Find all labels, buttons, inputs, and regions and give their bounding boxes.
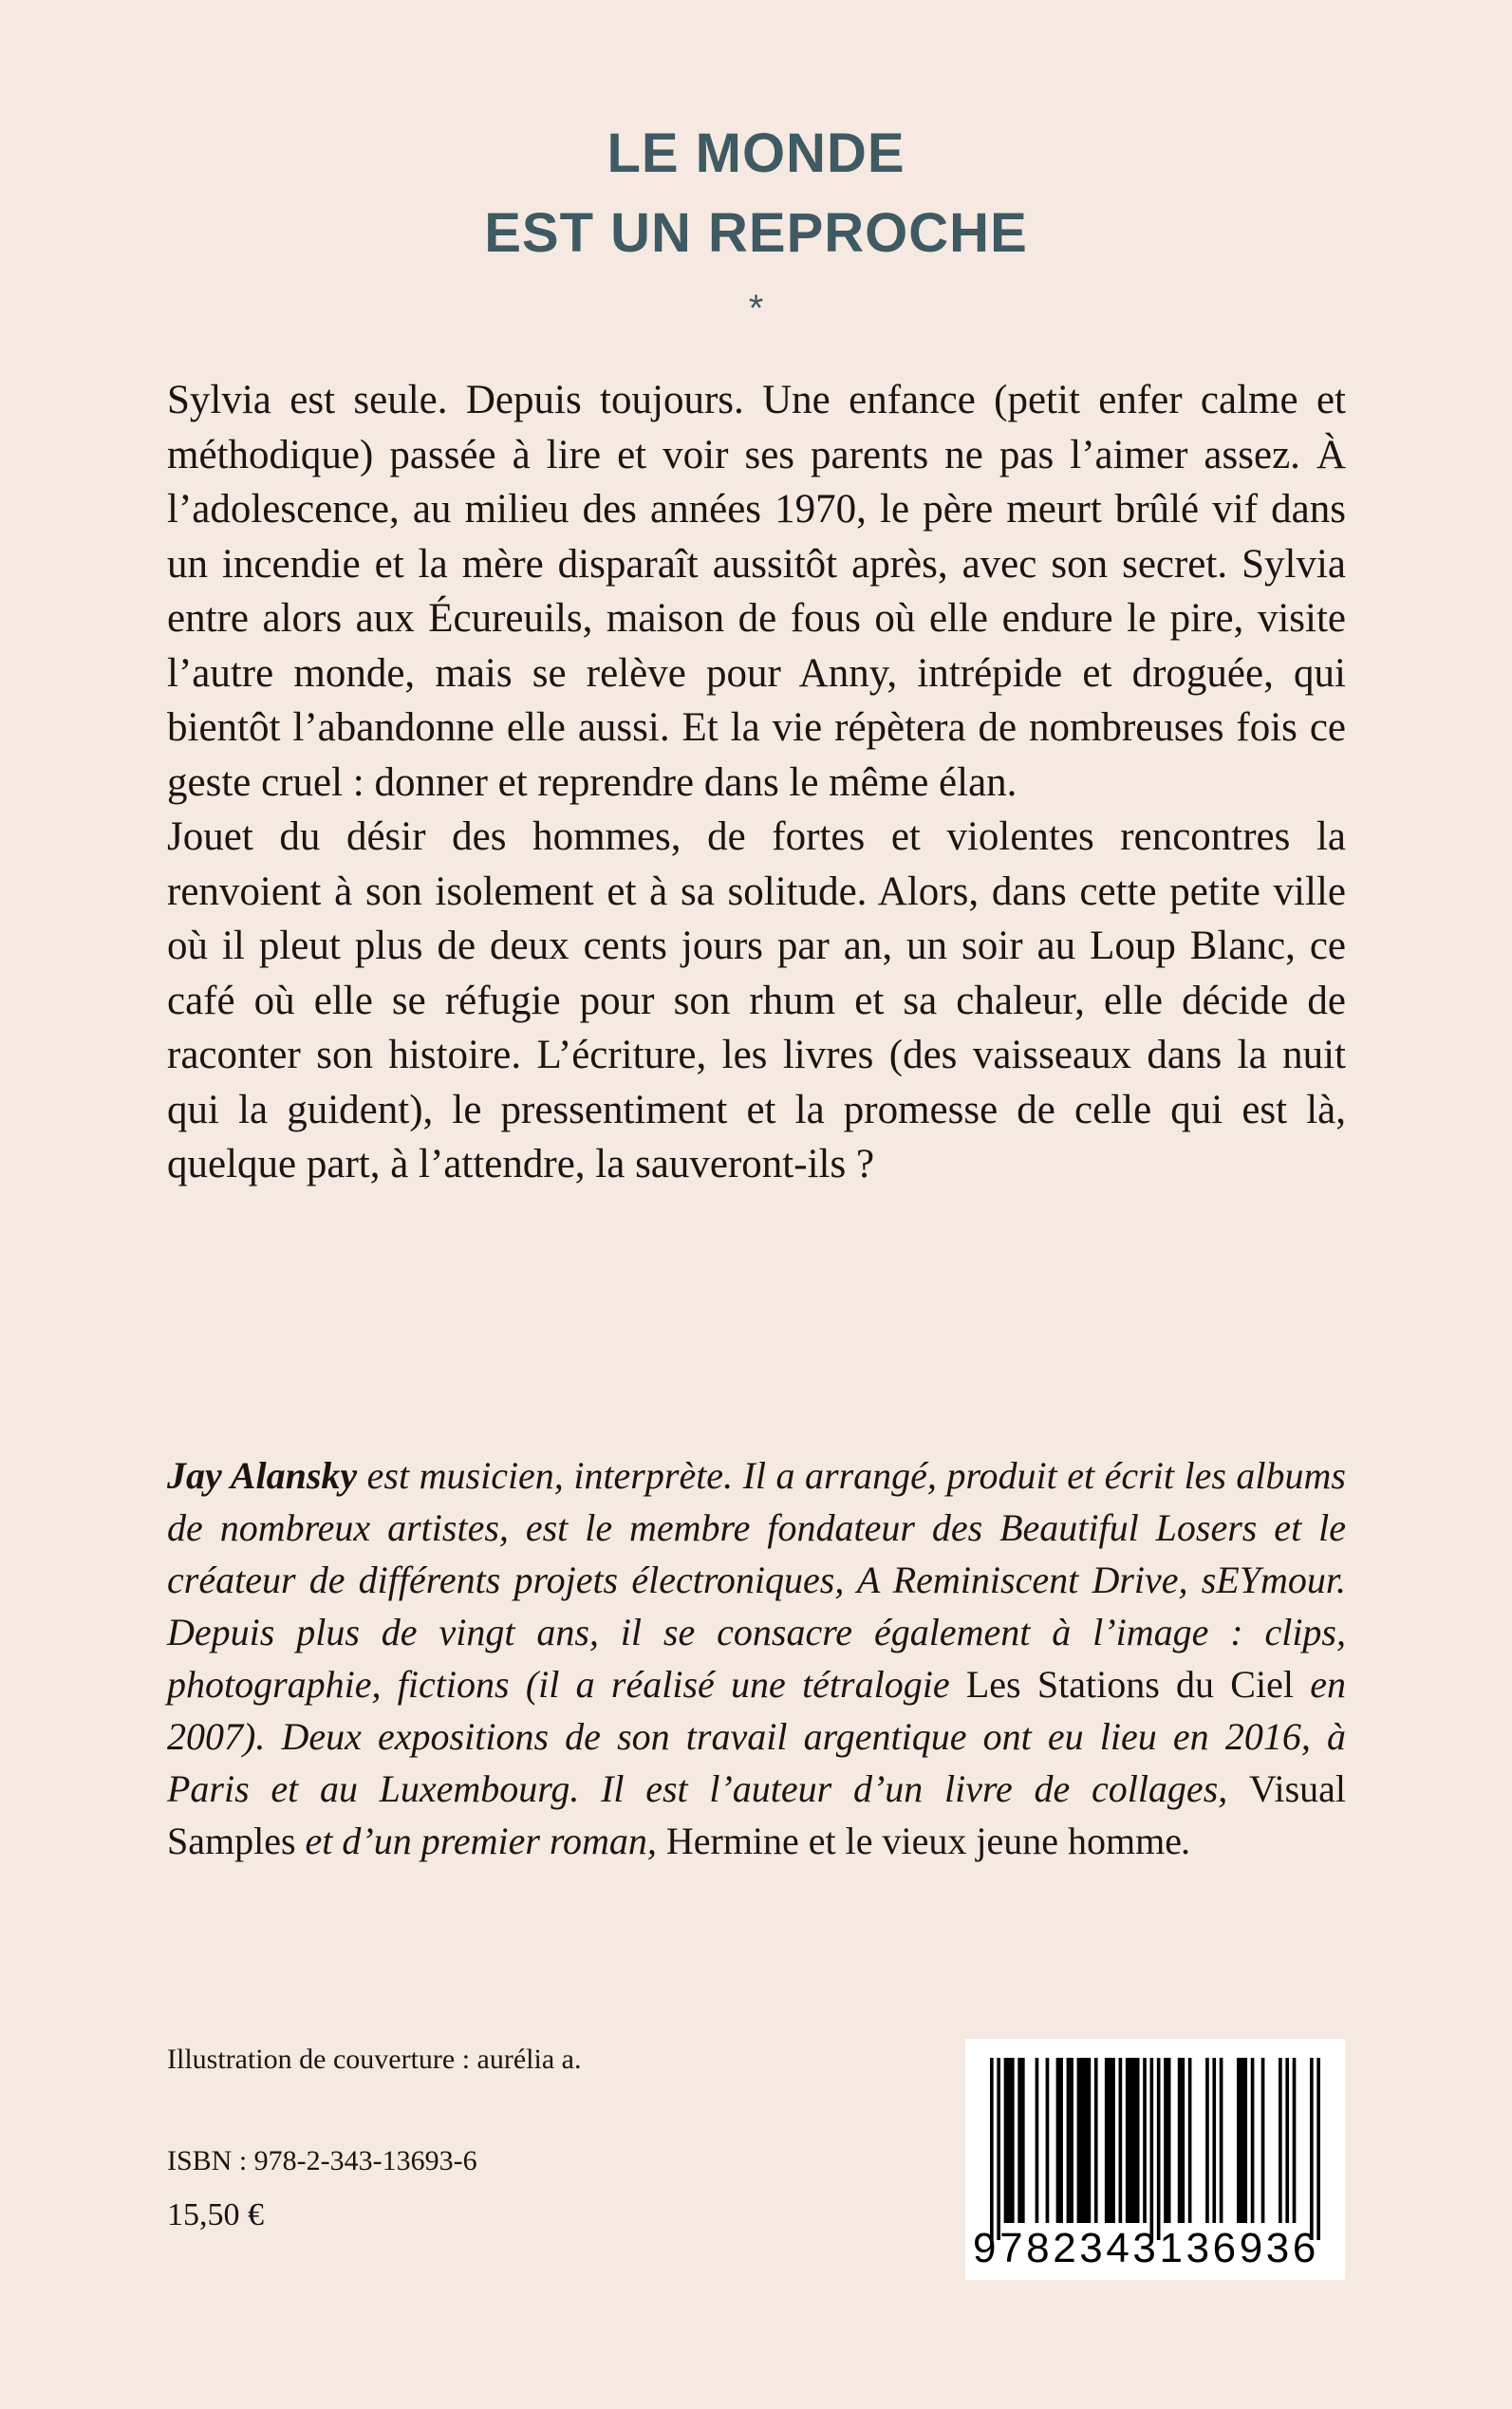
barcode-bar [1251, 2058, 1255, 2223]
barcode-bar [1188, 2058, 1192, 2223]
author-bio [167, 1449, 1346, 1867]
bio-work-3: Hermine et le vieux jeune homme [665, 1820, 1183, 1862]
title-line-1: LE MONDE [607, 122, 905, 184]
barcode-bar [1056, 2058, 1063, 2223]
bio-work-1: Les Stations du Ciel [965, 1663, 1294, 1706]
barcode-bar [1046, 2058, 1050, 2223]
bio-part-1: est musicien, interprète. Il a arrangé, produit et écrit les albums de nombreux artistes, est le membre fondateur des Beautiful Losers et le créateur de différents projets électroniques, A Reminiscent Drive, sEYmour. Depuis plus de vingt ans, il se consacre également à l’image : clips, photographie, fictions (il a réalisé une tétralogie [167, 1454, 1346, 1706]
barcode-bar [1279, 2058, 1282, 2223]
barcode-bar [1310, 2058, 1314, 2240]
isbn: ISBN : 978-2-343-13693-6 [167, 2145, 477, 2176]
barcode-digits: 9782343136936 [973, 2225, 1319, 2271]
barcode-bar [1261, 2058, 1265, 2223]
barcode-bar [1094, 2058, 1098, 2223]
barcode-bar [1220, 2058, 1223, 2223]
barcode-bar [1067, 2058, 1073, 2223]
bio-part-2: en 2007). Deux expositions de son travail argentique ont eu lieu en 2016, à Paris et au Luxembourg. Il est l’auteur d’un livre de collages, [167, 1663, 1346, 1810]
barcode-bar [1316, 2058, 1320, 2240]
synopsis-paragraph-1: Sylvia est seule. Depuis toujours. Une enfance (petit enfer calme et méthodique) passée à lire et voir ses parents ne pas l’aimer assez. À l’adolescence, au milieu des années 1970, le père meurt brûlé vif dans un incendie et la mère disparaît aussitôt après, avec son secret. Sylvia entre alors aux Écureuils, maison de fous où elle endure le pire, visite l’autre monde, mais se relève pour Anny, intrépide et droguée, qui bientôt l’abandonne elle aussi. Et la vie répètera de nombreuses fois ce geste cruel : donner et reprendre dans le même élan. [167, 378, 1346, 805]
title-line-2: EST UN REPROCHE [484, 202, 1028, 264]
barcode [965, 2039, 1345, 2280]
barcode-bar [1150, 2058, 1154, 2240]
barcode-bar [1164, 2058, 1170, 2223]
barcode-bar [1285, 2058, 1289, 2223]
bio-part-4: . [1182, 1820, 1192, 1862]
illustration-credit: Illustration de couverture : aurélia a. [167, 2044, 582, 2075]
book-title [0, 114, 1512, 273]
barcode-bar [990, 2058, 994, 2240]
barcode-bar [997, 2058, 1000, 2240]
author-name: Jay Alansky [167, 1454, 358, 1497]
barcode-bar [1157, 2058, 1161, 2240]
barcode-bar [1119, 2058, 1123, 2223]
barcode-bar [1205, 2058, 1209, 2223]
bio-work-2: Visual Samples [167, 1767, 1346, 1862]
barcode-bar [1017, 2058, 1024, 2223]
barcode-bar [1036, 2058, 1039, 2223]
price: 15,50 € [167, 2197, 264, 2232]
author-bio-text [167, 1449, 1346, 1867]
barcode-bar [1212, 2058, 1216, 2223]
synopsis [167, 373, 1346, 1192]
barcode-bar [1077, 2058, 1092, 2223]
barcode-bar [1237, 2058, 1247, 2223]
barcode-bar [1178, 2058, 1185, 2223]
barcode-bar [1126, 2058, 1140, 2223]
separator-asterisk: * [748, 288, 764, 329]
bio-part-3: et d’un premier roman, [295, 1820, 666, 1862]
synopsis-paragraph-2: Jouet du désir des hommes, de fortes et violentes rencontres la renvoient à son isolement et à sa solitude. Alors, dans cette petite ville où il pleut plus de deux cents jours par an, un soir au Loup Blanc, ce café où elle se réfugie pour son rhum et sa chaleur, elle décide de raconter son histoire. L’écriture, les livres (des vaisseaux dans la nuit qui la guident), le pressentiment et la promesse de celle qui est là, quelque part, à l’attendre, la sauveront-ils ? [167, 814, 1346, 1186]
barcode-bar [1293, 2058, 1297, 2223]
barcode-bar [1004, 2058, 1015, 2223]
barcode-bar [1105, 2058, 1115, 2223]
barcode-bar [1143, 2058, 1147, 2223]
